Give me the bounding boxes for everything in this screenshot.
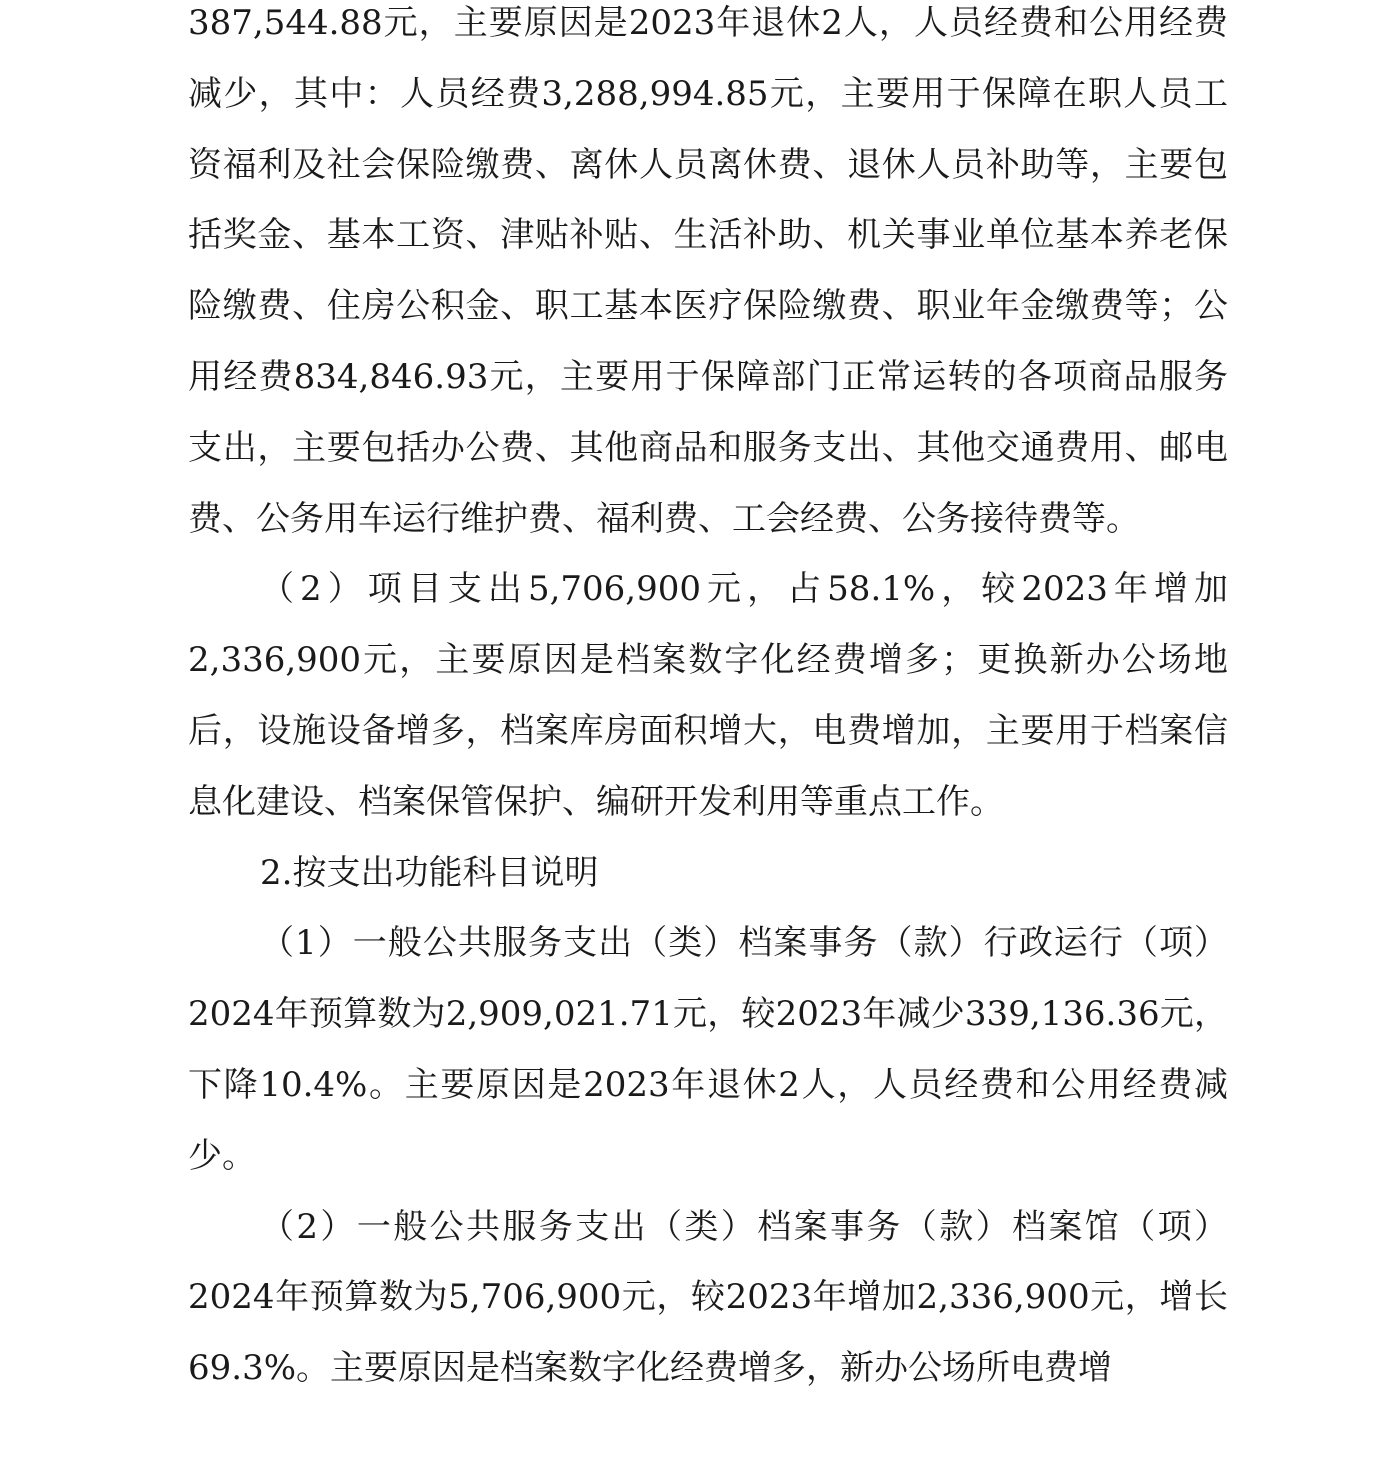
document-page bbox=[188, 0, 1228, 1404]
paragraph-project-expenditure: （2）项目支出5,706,900元，占58.1%，较2023年增加2,336,900元，主要原因是档案数字化经费增多；更换新办公场地后，设施设备增多，档案库房面积增大，电费增加，主要用于档案信息化建设、档案保管保护、编研开发利用等重点工作。 bbox=[188, 569, 1228, 822]
section-heading-functional-subjects: 2.按支出功能科目说明 bbox=[260, 852, 599, 893]
paragraph-administrative-operation: （1）一般公共服务支出（类）档案事务（款）行政运行（项）2024年预算数为2,909,021.71元，较2023年减少339,136.36元，下降10.4%。主要原因是2023年退休2人，人员经费和公用经费减少。 bbox=[188, 923, 1228, 1176]
paragraph-personnel-and-public-expenses: 387,544.88元，主要原因是2023年退休2人，人员经费和公用经费减少，其中：人员经费3,288,994.85元，主要用于保障在职人员工资福利及社会保险缴费、离休人员离休费、退休人员补助等，主要包括奖金、基本工资、津贴补贴、生活补助、机关事业单位基本养老保险缴费、住房公积金、职工基本医疗保险缴费、职业年金缴费等；公用经费834,846.93元，主要用于保障部门正常运转的各项商品服务支出，主要包括办公费、其他商品和服务支出、其他交通费用、邮电费、公务用车运行维护费、福利费、工会经费、公务接待费等。 bbox=[188, 3, 1228, 539]
paragraph-archives-museum: （2）一般公共服务支出（类）档案事务（款）档案馆（项）2024年预算数为5,706,900元，较2023年增加2,336,900元，增长69.3%。主要原因是档案数字化经费增多，新办公场所电费增 bbox=[188, 1206, 1228, 1389]
